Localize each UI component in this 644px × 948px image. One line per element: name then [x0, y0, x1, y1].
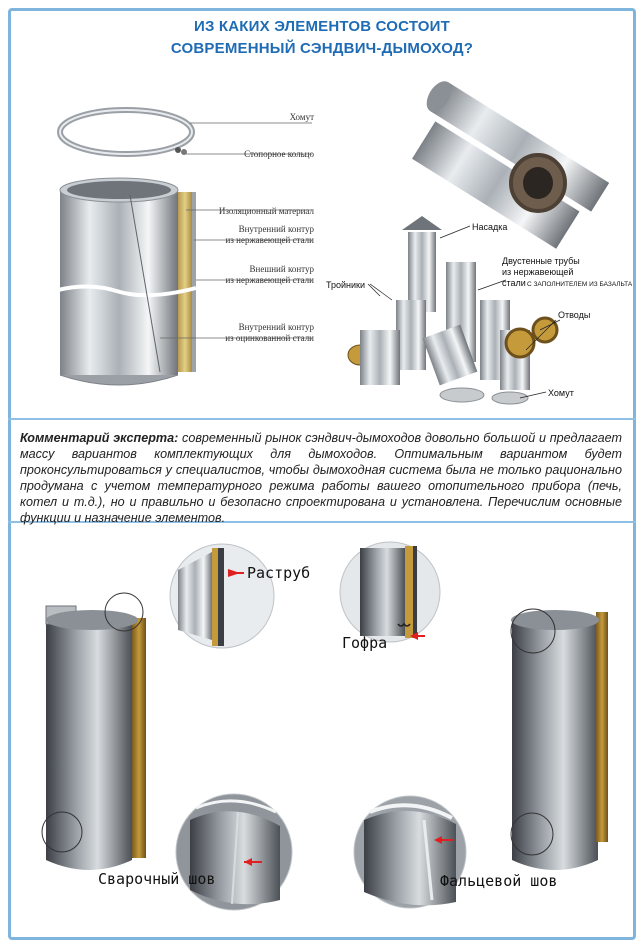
zoom-corrugation	[340, 542, 440, 652]
label-double-1: Двустенные трубы	[502, 256, 580, 266]
label-weld-seam: Сварочный шов	[98, 870, 216, 888]
label-double-3b: С ЗАПОЛНИТЕЛЕМ ИЗ БАЗАЛЬТА	[527, 281, 633, 288]
comment-text: современный рынок сэндвич-дымоходов довольно большой и предлагает массу вариантов комплектующих для дымоходов. Оптимальным вариантом будет проконсультироваться у специалистов, чтобы дымоходная система была не только рационально продумана с учетом температурного режима работы вашего отопительного прибора (печь, котел и т.д.), но и правильно и безопасно спроектирована и установлена. Перечислим основные функции и назначение элементов.	[20, 431, 622, 525]
label-insulation: Изоляционный материал	[218, 206, 314, 216]
label-corrugation: Гофра	[342, 634, 388, 652]
label-socket: Раструб	[247, 564, 311, 582]
title-line-1: ИЗ КАКИХ ЭЛЕМЕНТОВ СОСТОИТ	[193, 18, 451, 35]
title-line-2: СОВРЕМЕННЫЙ СЭНДВИЧ-ДЫМОХОД?	[170, 40, 474, 57]
nozzle-cap	[402, 216, 442, 230]
lock-ring-shape	[175, 147, 181, 153]
label-nozzle: Насадка	[472, 222, 508, 232]
label-clamp: Хомут	[289, 112, 314, 122]
left-cut-pipe	[46, 620, 132, 870]
label-double-3: стали	[502, 278, 526, 288]
zoom-socket	[170, 544, 310, 648]
label-lock-ring: Стопорное кольцо	[244, 149, 314, 159]
comment-lead: Комментарий эксперта:	[20, 431, 179, 445]
seam-details-diagram	[42, 542, 608, 910]
label-inner-galv-1: Внутренний контур	[238, 322, 314, 332]
pipe-body	[60, 190, 178, 375]
label-tees: Тройники	[326, 280, 365, 290]
label-bends: Отводы	[558, 310, 591, 320]
label-fold-seam: Фальцевой шов	[440, 872, 558, 890]
right-cut-pipe	[512, 620, 598, 870]
label-double-2: из нержавеющей	[502, 267, 574, 277]
label-inner-steel-2: из нержавеющей стали	[225, 235, 314, 245]
label-outer-steel-1: Внешний контур	[249, 264, 314, 274]
label-outer-steel-2: из нержавеющей стали	[225, 275, 314, 285]
chimney-components-diagram	[326, 77, 633, 404]
label-inner-galv-2: из оцинкованной стали	[225, 333, 314, 343]
label-inner-steel-1: Внутренний контур	[238, 224, 314, 234]
insulation-layer	[178, 192, 192, 372]
label-clamp-right: Хомут	[548, 388, 574, 398]
sandwich-pipe-diagram	[58, 110, 314, 385]
